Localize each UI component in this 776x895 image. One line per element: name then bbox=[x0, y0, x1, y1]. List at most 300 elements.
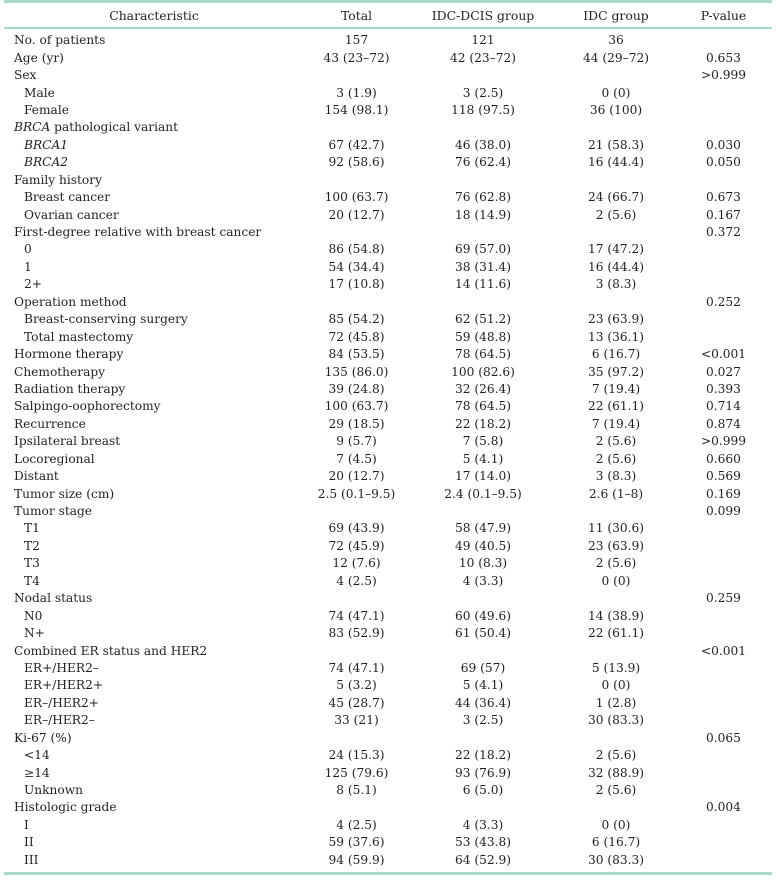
table-row bbox=[4, 346, 772, 363]
cell-idc-dcis: 76 (62.8) bbox=[454, 190, 512, 205]
row-label bbox=[4, 834, 304, 851]
row-label bbox=[4, 49, 304, 66]
cell-total: 125 (79.6) bbox=[324, 765, 389, 780]
cell-total: 9 (5.7) bbox=[336, 434, 377, 449]
cell-total: 54 (34.4) bbox=[328, 259, 385, 274]
cell-idc: 0 (0) bbox=[601, 573, 631, 588]
table-row bbox=[4, 625, 772, 642]
cell-idc bbox=[557, 503, 675, 520]
table-row bbox=[4, 642, 772, 659]
cell-total: 94 (59.9) bbox=[328, 852, 385, 867]
cell-idc bbox=[557, 172, 675, 189]
cell-total: 20 (12.7) bbox=[328, 207, 385, 222]
cell-idc-dcis bbox=[409, 294, 557, 311]
cell-idc: 0 (0) bbox=[601, 817, 631, 832]
row-label-text: I bbox=[24, 817, 29, 832]
cell-p-value: 0.393 bbox=[706, 381, 741, 396]
cell-p-value bbox=[675, 84, 772, 101]
cell-p-value: 0.372 bbox=[706, 225, 741, 240]
cell-p-value bbox=[675, 625, 772, 642]
cell-p-value bbox=[675, 747, 772, 764]
cell-total: 135 (86.0) bbox=[324, 364, 389, 379]
header-row bbox=[4, 3, 772, 27]
row-label bbox=[4, 677, 304, 694]
cell-idc bbox=[557, 642, 675, 659]
cell-idc: 14 (38.9) bbox=[587, 608, 645, 623]
row-label bbox=[4, 241, 304, 258]
row-label-text: III bbox=[24, 852, 39, 867]
cell-p-value: 0.167 bbox=[706, 207, 741, 222]
cell-idc: 30 (83.3) bbox=[587, 713, 645, 728]
row-label-text: ER+/HER2+ bbox=[24, 678, 104, 693]
row-label-text: Recurrence bbox=[14, 416, 86, 431]
row-label-text: Breast cancer bbox=[24, 190, 111, 205]
row-label-text: Chemotherapy bbox=[14, 364, 106, 379]
cell-idc: 6 (16.7) bbox=[591, 347, 641, 362]
cell-p-value bbox=[675, 29, 772, 49]
cell-idc-dcis: 69 (57) bbox=[460, 660, 506, 675]
cell-total bbox=[304, 224, 409, 241]
header-idc: IDC group bbox=[583, 7, 649, 23]
row-label-text: Nodal status bbox=[14, 591, 93, 606]
cell-p-value: <0.001 bbox=[700, 347, 747, 362]
cell-total: 3 (1.9) bbox=[336, 85, 377, 100]
row-label bbox=[4, 29, 304, 49]
cell-p-value bbox=[675, 782, 772, 799]
cell-total bbox=[304, 119, 409, 136]
cell-idc: 0 (0) bbox=[601, 678, 631, 693]
row-label-text: Family history bbox=[14, 172, 102, 187]
cell-idc-dcis: 3 (2.5) bbox=[462, 713, 504, 728]
row-label bbox=[4, 590, 304, 607]
cell-idc-dcis bbox=[409, 590, 557, 607]
cell-idc-dcis bbox=[409, 224, 557, 241]
row-label bbox=[4, 224, 304, 241]
row-label bbox=[4, 381, 304, 398]
table-row bbox=[4, 817, 772, 834]
row-label-text: BRCA2 bbox=[24, 155, 69, 170]
table-row bbox=[4, 834, 772, 851]
cell-p-value: 0.569 bbox=[706, 469, 741, 484]
cell-idc: 2.6 (1–8) bbox=[588, 486, 644, 501]
table-row bbox=[4, 398, 772, 415]
cell-total: 17 (10.8) bbox=[328, 277, 385, 292]
row-label-text: 0 bbox=[24, 242, 32, 257]
cell-idc: 36 bbox=[608, 33, 624, 48]
cell-idc: 35 (97.2) bbox=[587, 364, 645, 379]
cell-idc: 2 (5.6) bbox=[595, 748, 637, 763]
cell-p-value bbox=[675, 852, 772, 869]
cell-idc: 5 (13.9) bbox=[591, 660, 641, 675]
cell-idc-dcis: 49 (40.5) bbox=[454, 538, 512, 553]
row-label bbox=[4, 398, 304, 415]
cell-total: 67 (42.7) bbox=[328, 137, 385, 152]
table-row bbox=[4, 119, 772, 136]
table-row bbox=[4, 172, 772, 189]
row-label-text: Tumor size (cm) bbox=[14, 486, 115, 501]
table-row bbox=[4, 538, 772, 555]
row-label-text: First-degree relative with breast cancer bbox=[14, 225, 262, 240]
row-label bbox=[4, 573, 304, 590]
cell-total bbox=[304, 730, 409, 747]
table-row bbox=[4, 660, 772, 677]
table-row bbox=[4, 102, 772, 119]
table-row bbox=[4, 782, 772, 799]
cell-idc-dcis: 32 (26.4) bbox=[454, 381, 512, 396]
cell-idc-dcis bbox=[409, 503, 557, 520]
cell-idc-dcis: 4 (3.3) bbox=[462, 817, 504, 832]
cell-total: 157 bbox=[344, 33, 369, 48]
cell-p-value: 0.169 bbox=[706, 486, 741, 501]
row-label bbox=[4, 538, 304, 555]
cell-idc: 2 (5.6) bbox=[595, 556, 637, 571]
cell-p-value: 0.027 bbox=[706, 364, 741, 379]
row-label bbox=[4, 764, 304, 781]
cell-idc: 36 (100) bbox=[589, 102, 643, 117]
cell-total: 85 (54.2) bbox=[328, 312, 385, 327]
table-row bbox=[4, 189, 772, 206]
cell-idc: 23 (63.9) bbox=[587, 538, 645, 553]
cell-total bbox=[304, 590, 409, 607]
table-row bbox=[4, 328, 772, 345]
cell-total: 7 (4.5) bbox=[336, 451, 377, 466]
cell-p-value bbox=[675, 276, 772, 293]
row-label bbox=[4, 695, 304, 712]
table-row bbox=[4, 49, 772, 66]
row-label bbox=[4, 660, 304, 677]
cell-total: 69 (43.9) bbox=[328, 521, 385, 536]
cell-p-value bbox=[675, 259, 772, 276]
row-label bbox=[4, 328, 304, 345]
cell-idc-dcis: 22 (18.2) bbox=[454, 748, 512, 763]
cell-p-value: 0.065 bbox=[706, 730, 741, 745]
cell-total: 12 (7.6) bbox=[332, 556, 381, 571]
cell-p-value: 0.874 bbox=[706, 416, 741, 431]
row-label-text: Operation method bbox=[14, 294, 127, 309]
table-row bbox=[4, 712, 772, 729]
row-label-text: Sex bbox=[14, 68, 37, 83]
row-label bbox=[4, 294, 304, 311]
row-label-text: No. of patients bbox=[14, 33, 106, 48]
table-row bbox=[4, 799, 772, 816]
cell-p-value: 0.714 bbox=[706, 399, 741, 414]
table-row bbox=[4, 451, 772, 468]
row-label bbox=[4, 346, 304, 363]
cell-idc bbox=[557, 67, 675, 84]
cell-idc: 0 (0) bbox=[601, 85, 631, 100]
cell-total: 43 (23–72) bbox=[323, 50, 390, 65]
row-label bbox=[4, 172, 304, 189]
cell-idc bbox=[557, 590, 675, 607]
row-label-rest: pathological variant bbox=[50, 120, 178, 135]
cell-total bbox=[304, 799, 409, 816]
cell-total: 92 (58.6) bbox=[328, 155, 385, 170]
row-label bbox=[4, 485, 304, 502]
cell-idc: 24 (66.7) bbox=[587, 190, 645, 205]
cell-idc-dcis: 121 bbox=[471, 33, 495, 48]
row-label-text: Breast-conserving surgery bbox=[24, 312, 188, 327]
row-label-text: ER+/HER2– bbox=[24, 660, 99, 675]
cell-idc: 7 (19.4) bbox=[591, 381, 641, 396]
row-label-text: 1 bbox=[24, 259, 32, 274]
cell-total: 74 (47.1) bbox=[328, 660, 385, 675]
cell-p-value bbox=[675, 834, 772, 851]
row-label bbox=[4, 607, 304, 624]
cell-idc-dcis: 5 (4.1) bbox=[462, 678, 504, 693]
table-row bbox=[4, 468, 772, 485]
cell-p-value bbox=[675, 677, 772, 694]
row-label bbox=[4, 119, 304, 136]
cell-p-value bbox=[675, 102, 772, 119]
cell-idc: 2 (5.6) bbox=[595, 434, 637, 449]
table-row bbox=[4, 206, 772, 223]
cell-idc-dcis: 18 (14.9) bbox=[454, 207, 512, 222]
row-label-text: Locoregional bbox=[14, 451, 95, 466]
cell-idc: 3 (8.3) bbox=[595, 277, 637, 292]
cell-p-value: <0.001 bbox=[700, 643, 747, 658]
cell-p-value bbox=[675, 764, 772, 781]
table-container bbox=[4, 0, 772, 875]
row-label bbox=[4, 520, 304, 537]
cell-idc-dcis: 59 (48.8) bbox=[454, 329, 512, 344]
cell-p-value bbox=[675, 119, 772, 136]
row-label bbox=[4, 363, 304, 380]
cell-idc-dcis: 5 (4.1) bbox=[462, 451, 504, 466]
cell-idc bbox=[557, 224, 675, 241]
table-row bbox=[4, 590, 772, 607]
row-label bbox=[4, 311, 304, 328]
cell-idc: 2 (5.6) bbox=[595, 783, 637, 798]
row-label-text: Unknown bbox=[24, 783, 83, 798]
row-label bbox=[4, 730, 304, 747]
cell-idc-dcis: 76 (62.4) bbox=[454, 155, 512, 170]
table-row bbox=[4, 84, 772, 101]
cell-total: 24 (15.3) bbox=[328, 748, 385, 763]
row-label-text: Salpingo-oophorectomy bbox=[14, 399, 161, 414]
cell-idc-dcis: 100 (82.6) bbox=[451, 364, 515, 379]
cell-total: 29 (18.5) bbox=[328, 416, 385, 431]
cell-idc-dcis: 14 (11.6) bbox=[454, 277, 512, 292]
cell-total: 20 (12.7) bbox=[328, 469, 385, 484]
row-label bbox=[4, 137, 304, 154]
row-label bbox=[4, 555, 304, 572]
cell-p-value: 0.673 bbox=[706, 190, 741, 205]
bottom-rule bbox=[4, 872, 772, 875]
row-label-text: Radiation therapy bbox=[14, 381, 126, 396]
cell-p-value: 0.004 bbox=[706, 800, 741, 815]
cell-p-value bbox=[675, 538, 772, 555]
cell-idc: 11 (30.6) bbox=[587, 521, 645, 536]
cell-total: 39 (24.8) bbox=[328, 381, 385, 396]
row-label bbox=[4, 84, 304, 101]
table-row bbox=[4, 573, 772, 590]
cell-p-value bbox=[675, 573, 772, 590]
cell-idc: 22 (61.1) bbox=[587, 626, 645, 641]
cell-idc-dcis: 46 (38.0) bbox=[454, 137, 512, 152]
row-label bbox=[4, 817, 304, 834]
cell-idc-dcis: 64 (52.9) bbox=[454, 852, 512, 867]
cell-idc: 16 (44.4) bbox=[587, 259, 645, 274]
cell-total: 4 (2.5) bbox=[336, 817, 377, 832]
cell-idc: 22 (61.1) bbox=[587, 399, 645, 414]
row-label-text: N0 bbox=[24, 608, 43, 623]
row-label bbox=[4, 712, 304, 729]
row-label-text: Tumor stage bbox=[14, 504, 93, 519]
table-body bbox=[4, 29, 772, 869]
row-label-text: Age (yr) bbox=[14, 50, 64, 65]
row-label bbox=[4, 747, 304, 764]
cell-idc-dcis: 2.4 (0.1–9.5) bbox=[444, 486, 522, 501]
row-label bbox=[4, 642, 304, 659]
cell-total: 2.5 (0.1–9.5) bbox=[317, 486, 396, 501]
header-p-value: P-value bbox=[700, 7, 747, 23]
cell-p-value: 0.050 bbox=[706, 155, 741, 170]
cell-total bbox=[304, 642, 409, 659]
cell-idc-dcis: 17 (14.0) bbox=[454, 469, 512, 484]
header-characteristic: Characteristic bbox=[109, 7, 199, 23]
row-label-text: Ki-67 (%) bbox=[14, 730, 72, 745]
cell-idc: 30 (83.3) bbox=[587, 852, 645, 867]
table-row bbox=[4, 730, 772, 747]
table-row bbox=[4, 67, 772, 84]
cell-p-value bbox=[675, 555, 772, 572]
characteristics-table-body bbox=[4, 29, 772, 869]
row-label-text: Histologic grade bbox=[14, 800, 117, 815]
table-row bbox=[4, 259, 772, 276]
row-label-text: ER–/HER2– bbox=[24, 713, 95, 728]
row-label-text: T3 bbox=[24, 556, 40, 571]
cell-p-value bbox=[675, 695, 772, 712]
cell-idc: 44 (29–72) bbox=[582, 50, 649, 65]
table-row bbox=[4, 276, 772, 293]
cell-total bbox=[304, 67, 409, 84]
row-label bbox=[4, 782, 304, 799]
row-label bbox=[4, 625, 304, 642]
cell-total bbox=[304, 172, 409, 189]
cell-total: 84 (53.5) bbox=[328, 347, 385, 362]
cell-idc-dcis: 44 (36.4) bbox=[454, 695, 512, 710]
table-row bbox=[4, 154, 772, 171]
row-label-text: Combined ER status and HER2 bbox=[14, 643, 208, 658]
cell-idc-dcis bbox=[409, 799, 557, 816]
cell-idc-dcis bbox=[409, 119, 557, 136]
table-row bbox=[4, 747, 772, 764]
table-row bbox=[4, 311, 772, 328]
row-label-text: II bbox=[24, 835, 34, 850]
row-label-text: Ovarian cancer bbox=[24, 207, 119, 222]
table-row bbox=[4, 137, 772, 154]
row-label bbox=[4, 102, 304, 119]
cell-idc bbox=[557, 730, 675, 747]
row-label-text: Ipsilateral breast bbox=[14, 434, 121, 449]
table-row bbox=[4, 381, 772, 398]
cell-idc bbox=[557, 119, 675, 136]
cell-p-value bbox=[675, 328, 772, 345]
cell-total: 33 (21) bbox=[334, 713, 379, 728]
cell-idc-dcis: 38 (31.4) bbox=[454, 259, 512, 274]
cell-idc: 23 (63.9) bbox=[587, 312, 645, 327]
cell-idc-dcis bbox=[409, 67, 557, 84]
row-label bbox=[4, 206, 304, 223]
cell-p-value bbox=[675, 817, 772, 834]
cell-idc-dcis: 42 (23–72) bbox=[449, 50, 516, 65]
cell-p-value: >0.999 bbox=[700, 434, 747, 449]
header-total: Total bbox=[340, 7, 373, 23]
cell-p-value: 0.653 bbox=[706, 50, 741, 65]
row-label bbox=[4, 799, 304, 816]
table-row bbox=[4, 416, 772, 433]
row-label-text: <14 bbox=[24, 748, 50, 763]
row-label-text: Hormone therapy bbox=[14, 347, 124, 362]
cell-total: 45 (28.7) bbox=[328, 695, 385, 710]
row-label bbox=[4, 503, 304, 520]
cell-idc-dcis bbox=[409, 642, 557, 659]
row-label bbox=[4, 451, 304, 468]
cell-idc-dcis bbox=[409, 730, 557, 747]
cell-idc: 13 (36.1) bbox=[587, 329, 645, 344]
cell-idc: 2 (5.6) bbox=[595, 451, 637, 466]
row-label-text: 2+ bbox=[24, 277, 42, 292]
cell-total: 72 (45.8) bbox=[328, 329, 385, 344]
cell-total: 154 (98.1) bbox=[324, 102, 389, 117]
cell-idc-dcis: 10 (8.3) bbox=[458, 556, 508, 571]
table-row bbox=[4, 695, 772, 712]
row-label bbox=[4, 276, 304, 293]
cell-idc: 7 (19.4) bbox=[591, 416, 641, 431]
cell-p-value bbox=[675, 607, 772, 624]
cell-total: 5 (3.2) bbox=[336, 678, 377, 693]
row-label bbox=[4, 154, 304, 171]
cell-total: 59 (37.6) bbox=[328, 835, 385, 850]
cell-idc bbox=[557, 799, 675, 816]
row-label-text: T4 bbox=[24, 573, 40, 588]
table-row bbox=[4, 764, 772, 781]
cell-idc-dcis: 78 (64.5) bbox=[454, 399, 512, 414]
row-label-text: Distant bbox=[14, 469, 59, 484]
table-row bbox=[4, 433, 772, 450]
cell-total bbox=[304, 294, 409, 311]
cell-idc-dcis: 3 (2.5) bbox=[462, 85, 504, 100]
cell-p-value: 0.660 bbox=[706, 451, 741, 466]
cell-total: 83 (52.9) bbox=[328, 626, 385, 641]
row-label bbox=[4, 189, 304, 206]
cell-total: 86 (54.8) bbox=[328, 242, 385, 257]
table-row bbox=[4, 485, 772, 502]
cell-total: 100 (63.7) bbox=[324, 399, 389, 414]
row-label bbox=[4, 433, 304, 450]
row-label bbox=[4, 852, 304, 869]
cell-idc-dcis: 62 (51.2) bbox=[454, 312, 512, 327]
row-label bbox=[4, 468, 304, 485]
table-row bbox=[4, 555, 772, 572]
cell-p-value: >0.999 bbox=[700, 68, 747, 83]
row-label-text: Female bbox=[24, 102, 69, 117]
cell-idc bbox=[557, 294, 675, 311]
table-row bbox=[4, 503, 772, 520]
table-row bbox=[4, 677, 772, 694]
row-label bbox=[4, 416, 304, 433]
row-label-text: T2 bbox=[24, 538, 40, 553]
table-row bbox=[4, 224, 772, 241]
cell-p-value bbox=[675, 311, 772, 328]
cell-p-value bbox=[675, 241, 772, 258]
table-row bbox=[4, 852, 772, 869]
cell-idc: 16 (44.4) bbox=[587, 155, 645, 170]
cell-total: 4 (2.5) bbox=[336, 573, 377, 588]
cell-p-value: 0.259 bbox=[706, 591, 741, 606]
cell-p-value bbox=[675, 172, 772, 189]
table-row bbox=[4, 241, 772, 258]
